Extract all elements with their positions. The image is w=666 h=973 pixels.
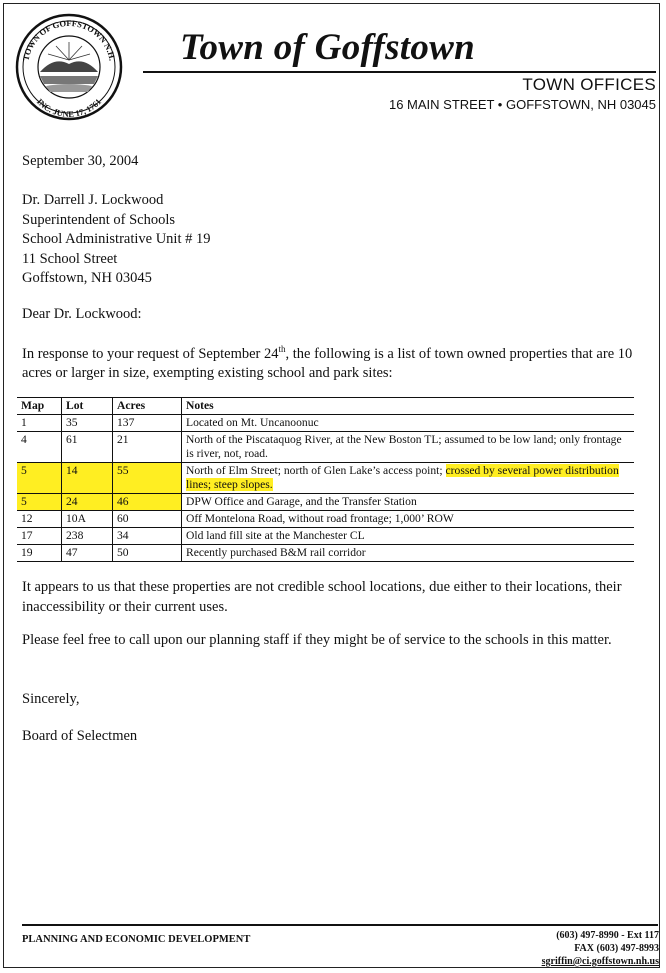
cell-acres: 34 [113, 528, 182, 545]
footer-email-link[interactable]: sgriffin@ci.goffstown.nh.us [541, 956, 659, 967]
cell-map: 19 [17, 545, 62, 562]
cell-lot: 238 [62, 528, 113, 545]
recipient-name: Dr. Darrell J. Lockwood [22, 192, 164, 208]
recipient-org: School Administrative Unit # 19 [22, 231, 211, 248]
letterhead-title: Town of Goffstown [180, 27, 476, 68]
cell-lot: 14 [62, 463, 113, 494]
recipient-title: Superintendent of Schools [22, 211, 176, 228]
footer-contact [542, 929, 659, 968]
notes-highlight: crossed by several power distribution lines; steep slopes. [186, 464, 619, 491]
cell-acres: 137 [113, 415, 182, 432]
svg-text:INC. JUNE 17, 1761: INC. JUNE 17, 1761 [34, 96, 104, 120]
cell-map: 4 [17, 432, 62, 463]
letterhead-rule [143, 71, 656, 73]
cell-notes: Off Montelona Road, without road frontage; 1,000’ ROW [182, 511, 635, 528]
cell-notes: Located on Mt. Uncanoonuc [182, 415, 635, 432]
cell-notes [182, 463, 635, 494]
intro-sup: th [278, 344, 286, 354]
recipient-address [22, 191, 211, 289]
table-row [17, 415, 634, 432]
table-row-highlighted [17, 494, 634, 511]
intro-text-2: , the following is a list of town owned properties that are 10 acres or larger in size, exempting existing school and park sites: [22, 345, 633, 382]
cell-acres: 60 [113, 511, 182, 528]
cell-notes: DPW Office and Garage, and the Transfer Station [182, 494, 635, 511]
salutation: Dear Dr. Lockwood: [22, 306, 142, 322]
cell-map: 1 [17, 415, 62, 432]
recipient-city: Goffstown, NH 03045 [22, 270, 152, 287]
body-paragraph-2: Please feel free to call upon our planning staff if they might be of service to the schools in this matter. [22, 632, 612, 648]
cell-lot: 35 [62, 415, 113, 432]
footer-rule [22, 924, 658, 926]
col-header-notes: Notes [182, 398, 635, 415]
table-header-row [17, 398, 634, 415]
cell-lot: 10A [62, 511, 113, 528]
cell-map: 12 [17, 511, 62, 528]
body-paragraph-1: It appears to us that these properties are not credible school locations, due either to their locations, their inaccessibility or their current uses. [22, 579, 622, 615]
intro-text-1: In response to your request of September 24 [22, 345, 279, 362]
notes-text: North of Elm Street; north of Glen Lake’s access point; [186, 464, 446, 477]
recipient-street: 11 School Street [22, 250, 118, 267]
cell-map: 5 [17, 494, 62, 511]
cell-acres: 21 [113, 432, 182, 463]
offices-address: 16 MAIN STREET • GOFFSTOWN, NH 03045 [388, 97, 656, 112]
table-row [17, 511, 634, 528]
table-row-highlighted [17, 463, 634, 494]
table-row [17, 528, 634, 545]
col-header-acres: Acres [113, 398, 182, 415]
cell-notes: Recently purchased B&M rail corridor [182, 545, 635, 562]
cell-lot: 47 [62, 545, 113, 562]
cell-acres: 46 [113, 494, 182, 511]
town-seal-logo [14, 12, 124, 122]
closing: Sincerely, [22, 691, 80, 707]
signature: Board of Selectmen [22, 728, 138, 744]
cell-map: 5 [17, 463, 62, 494]
col-header-lot: Lot [62, 398, 113, 415]
properties-table [17, 397, 634, 562]
col-header-map: Map [17, 398, 62, 415]
cell-lot: 61 [62, 432, 113, 463]
table-row [17, 432, 634, 463]
footer-fax: FAX (603) 497-8993 [574, 943, 659, 954]
cell-lot: 24 [62, 494, 113, 511]
table-row [17, 545, 634, 562]
cell-notes: North of the Piscataquog River, at the New Boston TL; assumed to be low land; only frontage is river, not, road. [182, 432, 635, 463]
letterhead-offices [389, 75, 656, 112]
cell-acres: 50 [113, 545, 182, 562]
cell-notes: Old land fill site at the Manchester CL [182, 528, 635, 545]
letter-date: September 30, 2004 [22, 153, 139, 169]
footer-phone: (603) 497-8990 - Ext 117 [556, 930, 659, 941]
intro-paragraph [22, 340, 642, 384]
svg-text:TOWN OF GOFFSTOWN N.H.: TOWN OF GOFFSTOWN N.H. [20, 17, 118, 62]
footer-department: PLANNING AND ECONOMIC DEVELOPMENT [22, 934, 251, 945]
offices-title: TOWN OFFICES [522, 75, 656, 94]
cell-map: 17 [17, 528, 62, 545]
cell-acres: 55 [113, 463, 182, 494]
